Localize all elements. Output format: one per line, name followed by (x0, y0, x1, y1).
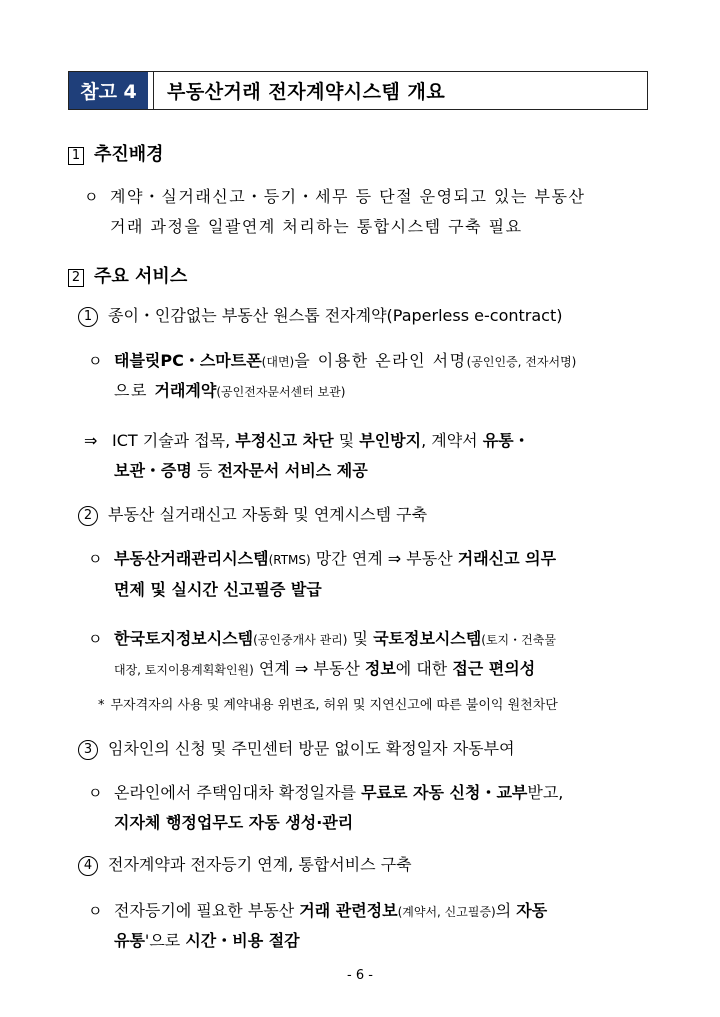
text-segment: 지자체 (114, 813, 166, 832)
page-title: 부동산거래 전자계약시스템 개요 (167, 81, 446, 103)
text-segment: 받고, (527, 783, 564, 802)
item-1-title: 종이・인감없는 부동산 원스톱 전자계약(Paperless e-contract) (108, 306, 563, 325)
item-2-number: 2 (78, 506, 98, 526)
item-1-bullet-line-1 (88, 348, 576, 371)
text-segment: 부정신고 차단 (235, 431, 334, 450)
section-1-heading (68, 140, 164, 166)
bullet-marker: ㅇ (88, 352, 103, 370)
title-box (68, 71, 648, 110)
arrow-icon: ⇒ (84, 431, 98, 450)
page-number: - 6 - (347, 968, 373, 983)
footnote-mark: * (98, 698, 105, 713)
text-segment: (계약서, 신고필증) (397, 905, 496, 919)
text-segment: , 계약서 (421, 431, 483, 450)
item-4-bullet-line-1 (88, 898, 547, 921)
text-segment: (공인전자문서센터 보관) (216, 385, 346, 399)
section-1-line-2: 거래 과정을 일괄연계 처리하는 통합시스템 구축 필요 (110, 217, 523, 236)
section-2-number: 2 (68, 269, 84, 287)
text-segment: 보관・증명 (114, 461, 192, 480)
bullet-marker: ㅇ (88, 784, 103, 802)
text-segment: (대면) (261, 355, 295, 369)
text-segment: ICT 기술과 접목, (112, 431, 236, 450)
text-segment: 및 (347, 629, 374, 648)
section-1-number: 1 (68, 147, 84, 165)
item-1-result-line-1 (84, 428, 530, 451)
item-2-footnote (98, 694, 558, 713)
section-1-title: 추진배경 (94, 144, 164, 165)
text-segment: 무료로 자동 신청・교부 (361, 783, 528, 802)
text-segment: 국토정보시스템 (373, 629, 482, 648)
text-segment: 등 (191, 461, 218, 480)
text-segment: 한국토지정보시스템 (114, 629, 254, 648)
footnote-text: 무자격자의 사용 및 계약내용 위변조, 허위 및 지연신고에 따른 불이익 원천차단 (110, 698, 558, 713)
item-3-heading (78, 736, 515, 760)
text-segment: 유통・ (482, 431, 530, 450)
item-1-bullet-line-2 (114, 378, 345, 401)
item-4-title: 전자계약과 전자등기 연계, 통합서비스 구축 (108, 855, 412, 874)
item-1-result-line-2 (114, 458, 368, 481)
text-segment: 태블릿PC・스마트폰 (114, 351, 262, 370)
item-3-number: 3 (78, 740, 98, 760)
item-3-title: 임차인의 신청 및 주민센터 방문 없이도 확정일자 자동부여 (108, 739, 515, 758)
bullet-marker: ㅇ (88, 902, 103, 920)
text-segment: 에 대한 (395, 659, 453, 678)
item-4-heading (78, 852, 412, 876)
text-segment: 의 (495, 901, 517, 920)
item-2-bullet-1-line-2: 면제 및 실시간 신고필증 발급 (114, 580, 322, 599)
item-4-bullet-line-2 (114, 928, 300, 951)
text-segment: 망간 연계 ⇒ 부동산 (310, 549, 458, 568)
text-segment: 대장, 토지이용계획확인원) (114, 663, 254, 677)
item-1-heading (78, 303, 562, 327)
text-segment: 자동 (516, 901, 548, 920)
section-2-heading (68, 262, 187, 288)
text-segment: 거래계약 (154, 381, 217, 400)
item-3-bullet-line-1 (88, 780, 563, 803)
bullet-marker: ㅇ (88, 550, 103, 568)
text-segment: '으로 (144, 931, 186, 950)
text-segment: 및 (333, 431, 360, 450)
text-segment: 부동산거래관리시스템 (114, 549, 269, 568)
item-2-bullet-2-line-1 (88, 626, 556, 649)
text-segment: 전자등기에 필요한 부동산 (114, 901, 300, 920)
text-segment: (토지・건축물 (481, 633, 556, 647)
text-segment: 거래신고 의무 (457, 549, 557, 568)
item-2-heading (78, 502, 427, 526)
item-2-title: 부동산 실거래신고 자동화 및 연계시스템 구축 (108, 505, 428, 524)
item-1-number: 1 (78, 307, 98, 327)
text-segment: 을 이용한 온라인 서명 (294, 351, 467, 370)
text-segment: 으로 (114, 381, 155, 400)
text-segment: 온라인에서 주택임대차 확정일자를 (114, 783, 362, 802)
text-segment: 거래 관련정보 (299, 901, 398, 920)
item-4-number: 4 (78, 856, 98, 876)
section-1-text-1: 계약・실거래신고・등기・세무 등 단절 운영되고 있는 부동산 (110, 187, 586, 206)
text-segment: (공인중개사 관리) (253, 633, 348, 647)
section-1-line-1 (84, 184, 585, 207)
item-2-bullet-1-line-1 (88, 546, 556, 569)
text-segment: 시간・비용 절감 (185, 931, 300, 950)
text-segment: 행정업무도 자동 생성·관리 (165, 813, 354, 832)
text-segment: 연계 ⇒ 부동산 (253, 659, 365, 678)
text-segment: (공인인증, 전자서명) (466, 355, 577, 369)
text-segment: 부인방지 (359, 431, 422, 450)
item-3-bullet-line-2 (114, 810, 353, 833)
title-tag: 참고 4 (69, 72, 153, 109)
text-segment: (RTMS) (268, 553, 311, 567)
item-2-bullet-2-line-2 (114, 656, 535, 679)
bullet-marker: ㅇ (88, 630, 103, 648)
text-segment: 전자문서 서비스 제공 (217, 461, 368, 480)
section-2-title: 주요 서비스 (94, 266, 188, 287)
text-segment: 접근 편의성 (452, 659, 536, 678)
bullet-marker: ㅇ (84, 188, 100, 206)
text-segment: 정보 (364, 659, 396, 678)
text-segment: 유통 (114, 931, 145, 950)
